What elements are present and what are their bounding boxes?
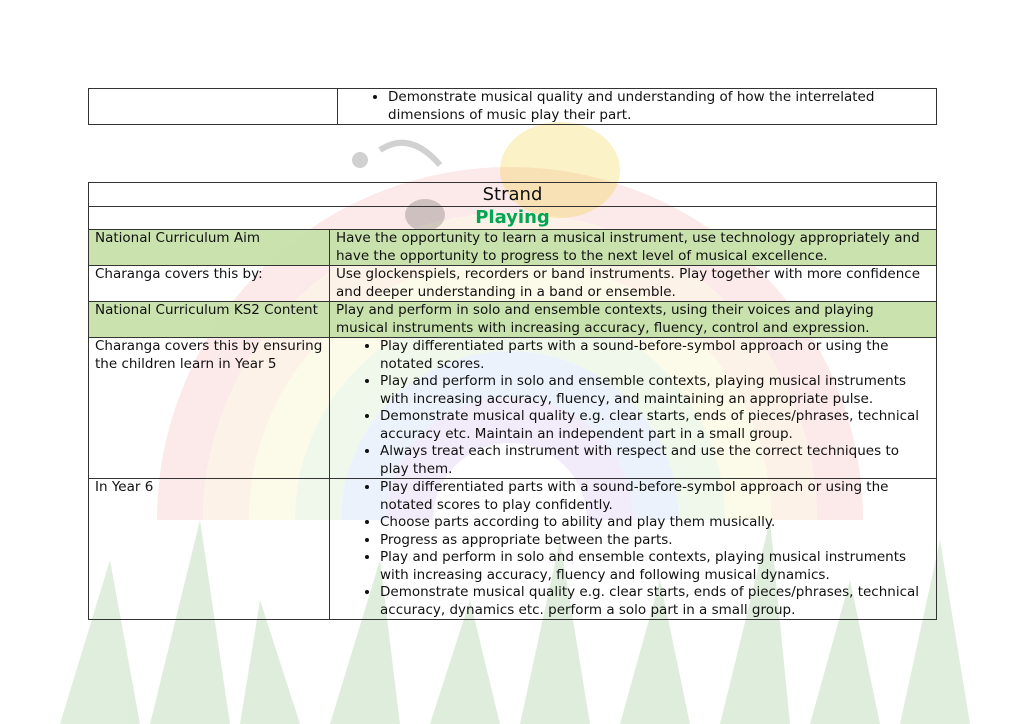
row-label: Charanga covers this by ensuring the children learn in Year 5 [89, 338, 330, 479]
list-item: • Play and perform in solo and ensemble contexts, playing musical instruments with increasing accuracy, fluency, and maintaining an appropriate pulse. [380, 373, 928, 408]
row-label: National Curriculum Aim [89, 230, 330, 266]
table-row [89, 266, 937, 302]
row-text: Play and perform in solo and ensemble contexts, using their voices and playing musical instruments with increasing accuracy, fluency, control and expression. [330, 302, 937, 338]
list-item: • Play differentiated parts with a sound-before-symbol approach or using the notated scores. [380, 338, 928, 373]
strand-title: Strand [482, 184, 543, 205]
strand-header-cell [89, 183, 937, 207]
content-cell [338, 89, 937, 125]
continuation-table [88, 88, 937, 125]
empty-cell [89, 89, 338, 125]
row-label: In Year 6 [89, 479, 330, 620]
table-row [89, 338, 937, 479]
strand-subheader-row [89, 207, 937, 230]
list-item: • Play and perform in solo and ensemble contexts, playing musical instruments with increasing accuracy, fluency and following musical dynamics. [380, 549, 928, 584]
list-item: • Progress as appropriate between the parts. [380, 532, 928, 550]
list-item: • Demonstrate musical quality e.g. clear starts, ends of pieces/phrases, technical accuracy, dynamics etc. perform a solo part in a small group. [380, 584, 928, 619]
list-item: • Always treat each instrument with respect and use the correct techniques to play them. [380, 443, 928, 478]
list-item: • Play differentiated parts with a sound-before-symbol approach or using the notated scores to play confidently. [380, 479, 928, 514]
list-item: • Demonstrate musical quality e.g. clear starts, ends of pieces/phrases, technical accuracy etc. Maintain an independent part in a small group. [380, 408, 928, 443]
strand-header-row [89, 183, 937, 207]
row-label: National Curriculum KS2 Content [89, 302, 330, 338]
row-bullets-cell [330, 479, 937, 620]
bullet-list [336, 338, 928, 478]
row-label: Charanga covers this by: [89, 266, 330, 302]
strand-subheader-cell [89, 207, 937, 230]
table-row [89, 230, 937, 266]
bullet-list [336, 479, 928, 619]
table-row [89, 302, 937, 338]
row-text: Have the opportunity to learn a musical instrument, use technology appropriately and have the opportunity to progress to the next level of musical excellence. [330, 230, 937, 266]
table-row [89, 89, 937, 125]
row-text: Use glockenspiels, recorders or band instruments. Play together with more confidence and deeper understanding in a band or ensemble. [330, 266, 937, 302]
list-item: • Choose parts according to ability and play them musically. [380, 514, 928, 532]
table-row [89, 479, 937, 620]
bullet-list [346, 89, 930, 124]
list-item: • Demonstrate musical quality and understanding of how the interrelated dimensions of music play their part. [388, 89, 930, 124]
strand-subtitle: Playing [475, 207, 550, 228]
row-bullets-cell [330, 338, 937, 479]
strand-table [88, 182, 937, 620]
